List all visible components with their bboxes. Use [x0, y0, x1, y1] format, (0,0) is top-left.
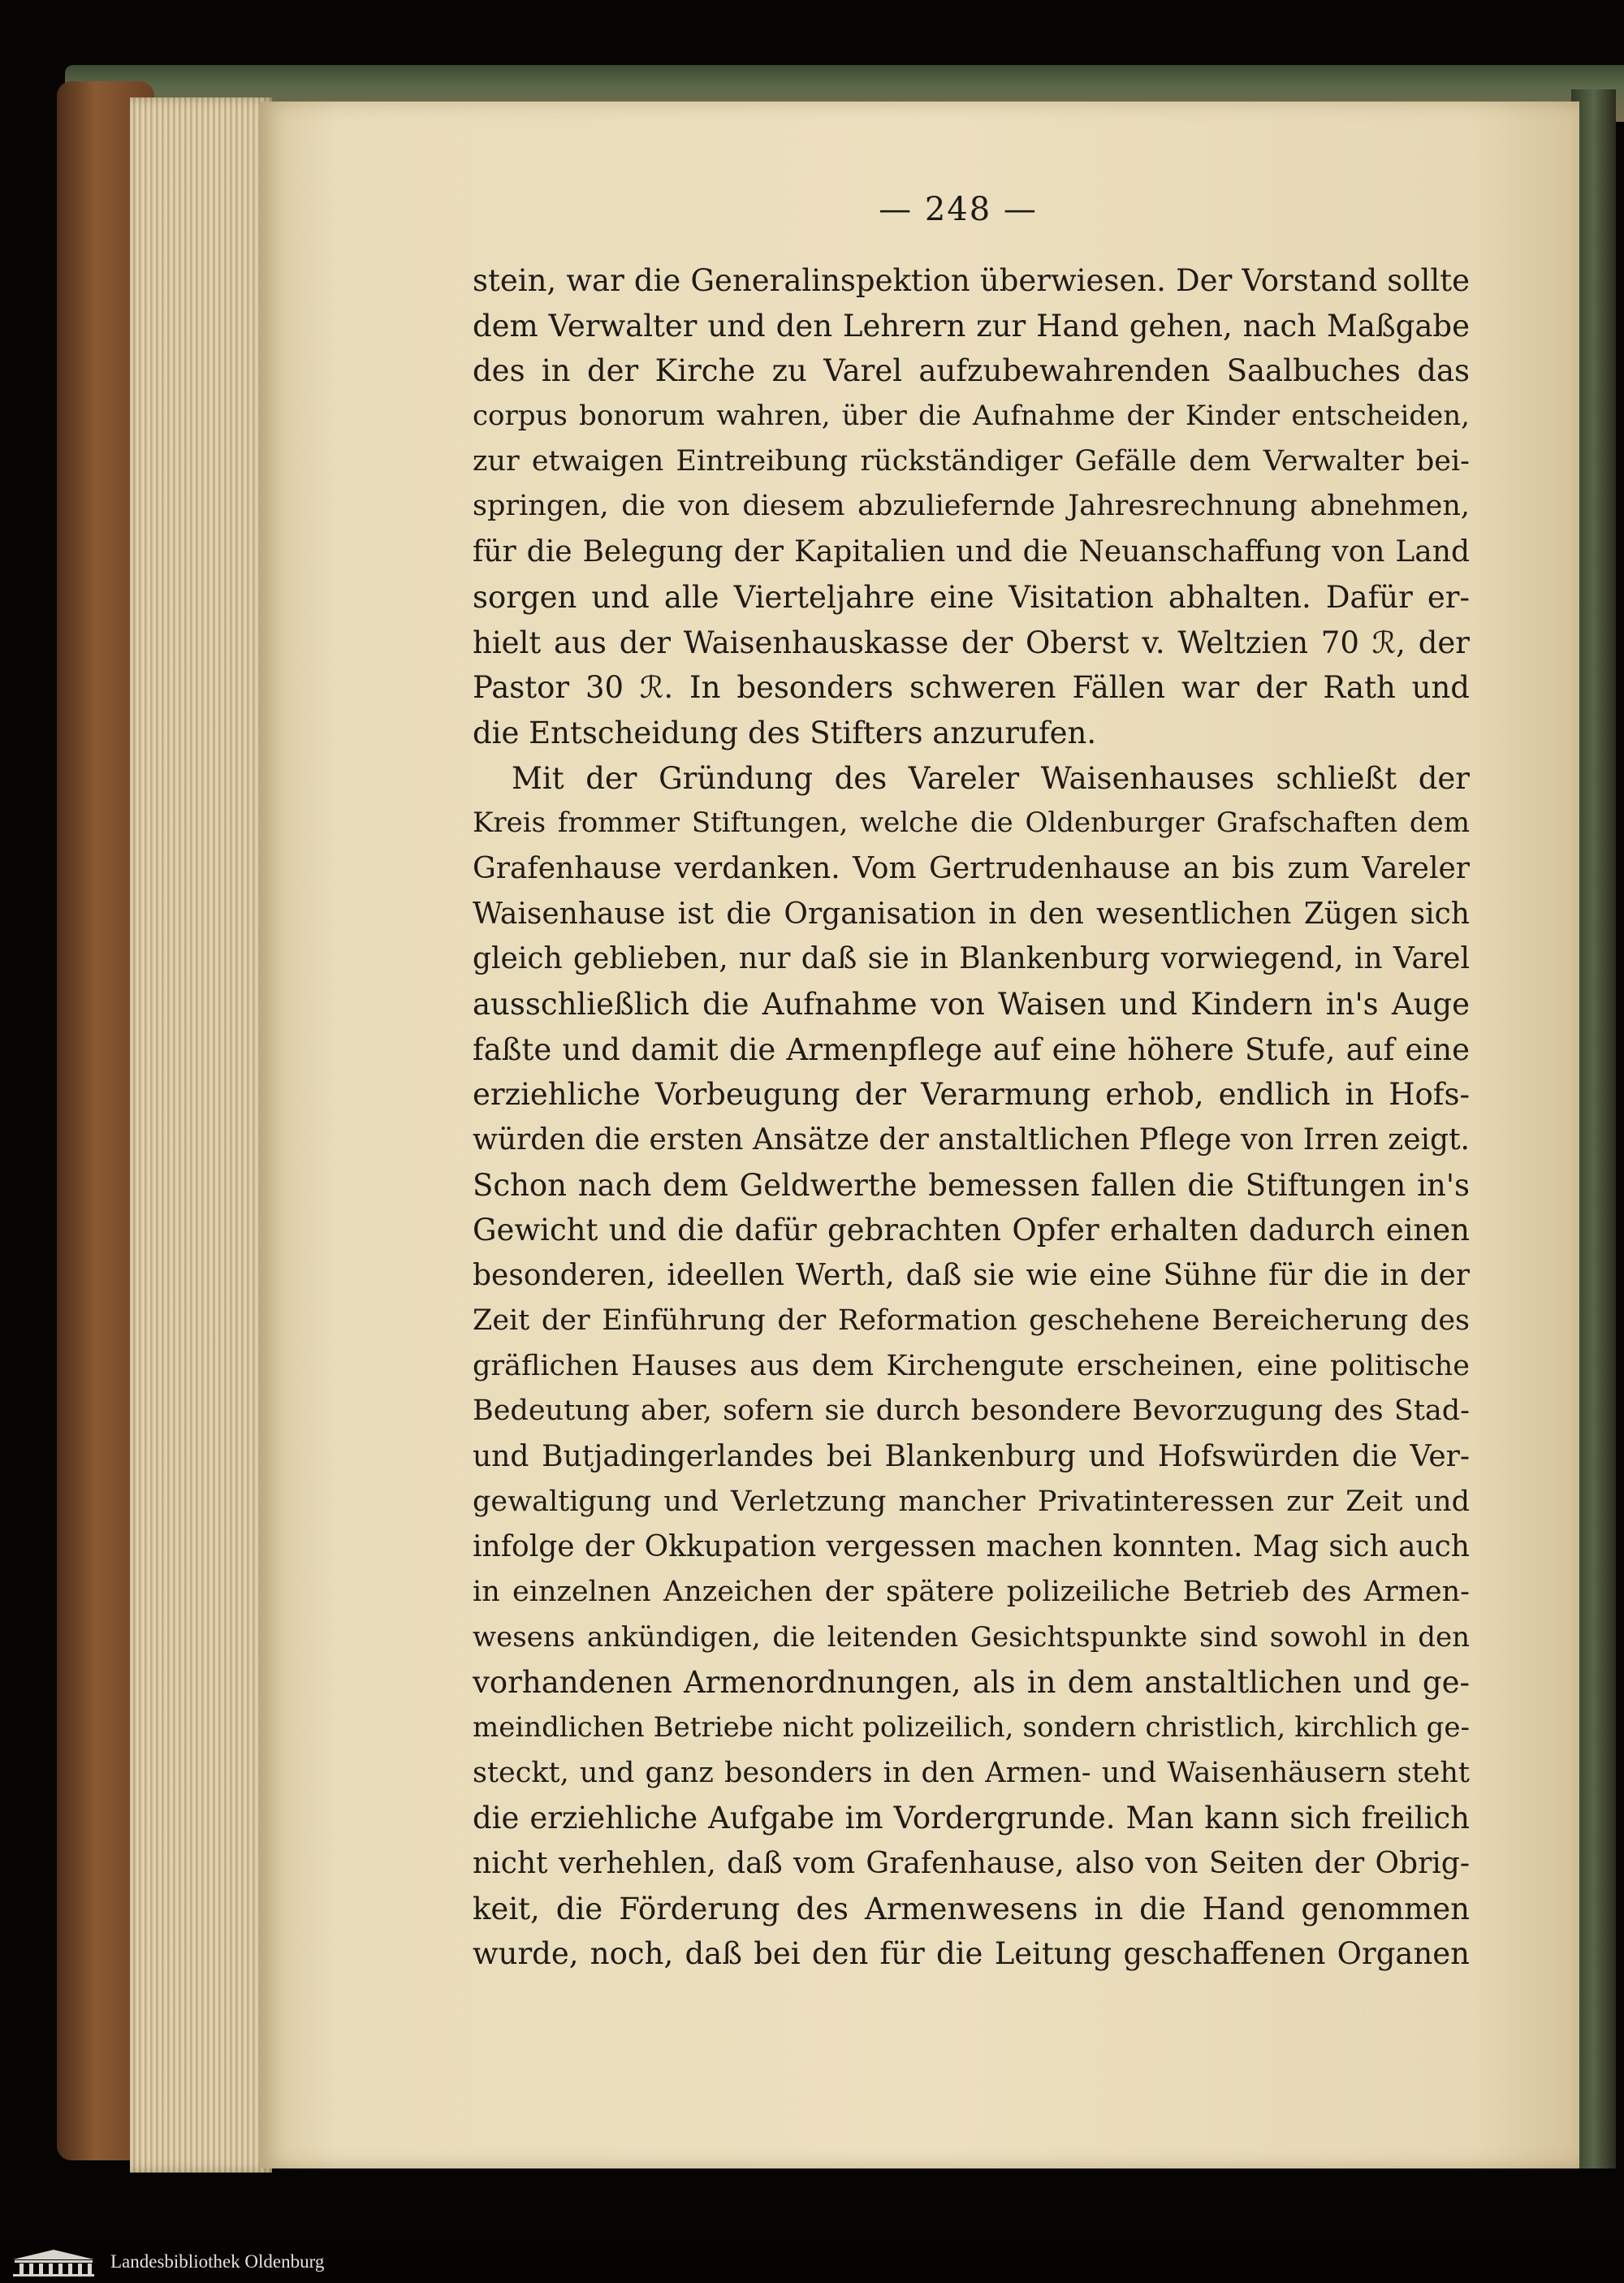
text-line: nicht verhehlen, daß vom Grafenhause, also von Seiten der Obrig- — [473, 1847, 1470, 1881]
text-line: wurde, noch, daß bei den für die Leitung geschaffenen Organen — [473, 1936, 1470, 1972]
text-line: gewaltigung und Verletzung mancher Privatinteressen zur Zeit und — [473, 1485, 1470, 1518]
page-number: — 248 — — [879, 191, 1038, 228]
text-line: gräflichen Hauses aus dem Kirchengute erscheinen, eine politische — [473, 1349, 1470, 1382]
text-line: faßte und damit die Armenpflege auf eine höhere Stufe, auf eine — [473, 1031, 1470, 1067]
text-line: wesens ankündigen, die leitenden Gesichtspunkte sind sowohl in den — [473, 1620, 1470, 1654]
text-line: für die Belegung der Kapitalien und die Neuanschaffung von Land — [473, 535, 1470, 569]
text-line: vorhandenen Armenordnungen, als in dem anstaltlichen und ge- — [473, 1665, 1470, 1701]
text-line: ausschließlich die Aufnahme von Waisen und Kindern in's Auge — [473, 987, 1470, 1022]
text-line: Kreis frommer Stiftungen, welche die Oldenburger Grafschaften dem — [473, 806, 1470, 840]
text-line: Bedeutung aber, sofern sie durch besondere Bevorzugung des Stad- — [473, 1394, 1470, 1428]
body-text — [473, 258, 1470, 1977]
text-line: Mit der Gründung des Vareler Waisenhauses schließt der — [512, 760, 1470, 796]
text-line: springen, die von diesem abzuliefernde Jahresrechnung abnehmen, — [473, 490, 1470, 523]
text-line: die Entscheidung des Stifters anzurufen. — [473, 715, 1097, 750]
text-line: Waisenhause ist die Organisation in den wesentlichen Zügen sich — [473, 897, 1470, 931]
text-line: stein, war die Generalinspektion überwiesen. Der Vorstand sollte — [473, 263, 1470, 298]
text-line: und Butjadingerlandes bei Blankenburg und Hofswürden die Ver- — [473, 1439, 1470, 1473]
text-line: in einzelnen Anzeichen der spätere polizeiliche Betrieb des Armen- — [473, 1575, 1470, 1608]
text-line: steckt, und ganz besonders in den Armen- und Waisenhäusern steht — [473, 1756, 1470, 1789]
text-line: infolge der Okkupation vergessen machen konnten. Mag sich auch — [473, 1530, 1470, 1564]
text-line: die erziehliche Aufgabe im Vordergrunde. Man kann sich freilich — [473, 1801, 1470, 1836]
text-line: corpus bonorum wahren, über die Aufnahme der Kinder entscheiden, — [473, 400, 1470, 433]
library-building-icon — [10, 2248, 97, 2277]
page-edges — [130, 97, 272, 2173]
text-line: hielt aus der Waisenhauskasse der Oberst v. Weltzien 70 ℛ, der — [473, 625, 1470, 660]
text-line: keit, die Förderung des Armenwesens in die Hand genommen — [473, 1891, 1470, 1926]
text-line: Pastor 30 ℛ. In besonders schweren Fällen war der Rath und — [473, 670, 1470, 706]
text-line: gleich geblieben, nur daß sie in Blankenburg vorwiegend, in Varel — [473, 942, 1470, 976]
text-line: des in der Kirche zu Varel aufzubewahrenden Saalbuches das — [473, 353, 1470, 389]
text-line: erziehliche Vorbeugung der Verarmung erhob, endlich in Hofs- — [473, 1077, 1470, 1113]
text-line: Schon nach dem Geldwerthe bemessen fallen die Stiftungen in's — [473, 1167, 1470, 1203]
text-line: sorgen und alle Vierteljahre eine Visitation abhalten. Dafür er- — [473, 579, 1470, 615]
text-line: Grafenhause verdanken. Vom Gertrudenhause an bis zum Vareler — [473, 851, 1470, 885]
library-name: Landesbibliothek Oldenburg — [110, 2251, 325, 2272]
text-line: Zeit der Einführung der Reformation geschehene Bereicherung des — [473, 1304, 1470, 1337]
text-line: besonderen, ideellen Werth, daß sie wie eine Sühne für die in der — [473, 1259, 1470, 1293]
text-line: meindlichen Betriebe nicht polizeilich, sondern christlich, kirchlich ge- — [473, 1711, 1470, 1744]
text-line: zur etwaigen Eintreibung rückständiger Gefälle dem Verwalter bei- — [473, 444, 1470, 478]
text-line: Gewicht und die dafür gebrachten Opfer erhalten dadurch einen — [473, 1213, 1470, 1248]
text-line: dem Verwalter und den Lehrern zur Hand gehen, nach Maßgabe — [473, 308, 1470, 344]
text-line: würden die ersten Ansätze der anstaltlichen Pflege von Irren zeigt. — [473, 1123, 1470, 1157]
